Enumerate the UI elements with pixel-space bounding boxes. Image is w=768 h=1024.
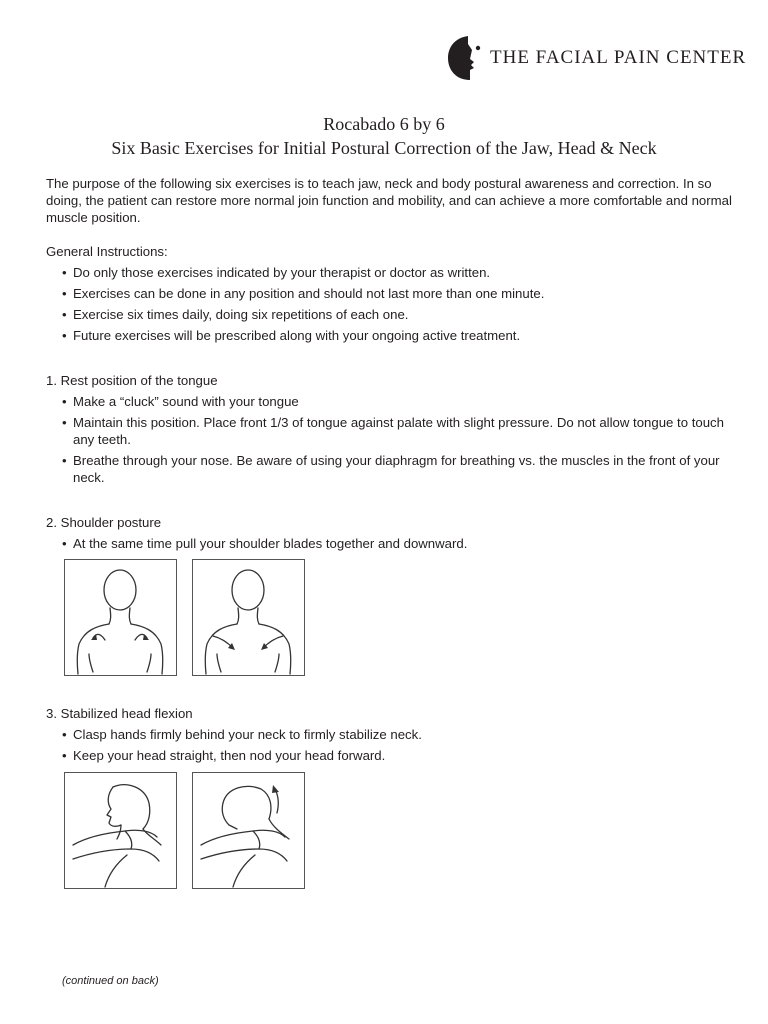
list-item: • Future exercises will be prescribed along with your ongoing active treatment. bbox=[62, 327, 736, 344]
list-item: • Exercise six times daily, doing six repetitions of each one. bbox=[62, 306, 736, 323]
general-instructions bbox=[46, 243, 736, 344]
list-item: • Do only those exercises indicated by your therapist or doctor as written. bbox=[62, 264, 736, 281]
list-item: • Make a “cluck” sound with your tongue bbox=[62, 393, 736, 410]
intro-paragraph bbox=[46, 175, 736, 226]
intro-text: The purpose of the following six exercises is to teach jaw, neck and body postural awareness and correction. In so doing, the patient can restore more normal join function and mobility, and can achieve a more comfortable and normal muscle position. bbox=[46, 176, 732, 225]
section-heading: 2. Shoulder posture bbox=[46, 515, 162, 530]
section-list bbox=[46, 726, 736, 764]
list-item: • Exercises can be done in any position and should not last more than one minute. bbox=[62, 285, 736, 302]
list-item: • Keep your head straight, then nod your head forward. bbox=[62, 747, 736, 764]
shoulder-illustration-1 bbox=[64, 559, 177, 676]
continued-note: (continued on back) bbox=[62, 975, 159, 987]
section-heading: 3. Stabilized head flexion bbox=[46, 706, 193, 721]
face-profile-icon bbox=[446, 34, 482, 82]
general-list bbox=[46, 264, 736, 344]
section-list bbox=[46, 393, 736, 486]
logo bbox=[446, 34, 746, 82]
list-item: • Maintain this position. Place front 1/3 of tongue against palate with slight pressure. Do not allow tongue to touch any teeth. bbox=[62, 414, 736, 448]
page-subtitle: Six Basic Exercises for Initial Postural Correction of the Jaw, Head & Neck bbox=[111, 138, 657, 158]
list-item: • Clasp hands firmly behind your neck to firmly stabilize neck. bbox=[62, 726, 736, 743]
page-title: Rocabado 6 by 6 bbox=[323, 114, 445, 134]
general-heading: General Instructions: bbox=[46, 244, 168, 259]
section-head-flexion bbox=[46, 705, 736, 764]
section-shoulder bbox=[46, 514, 736, 552]
head-flexion-illustration-1 bbox=[64, 772, 177, 889]
section-heading: 1. Rest position of the tongue bbox=[46, 373, 218, 388]
section-tongue bbox=[46, 372, 736, 486]
head-flexion-illustration-2 bbox=[192, 772, 305, 889]
list-item: • Breathe through your nose. Be aware of using your diaphragm for breathing vs. the muscles in the front of your neck. bbox=[62, 452, 736, 486]
section-list bbox=[46, 535, 736, 552]
list-item: • At the same time pull your shoulder blades together and downward. bbox=[62, 535, 736, 552]
shoulder-illustration-2 bbox=[192, 559, 305, 676]
logo-text: THE FACIAL PAIN CENTER bbox=[490, 47, 747, 68]
